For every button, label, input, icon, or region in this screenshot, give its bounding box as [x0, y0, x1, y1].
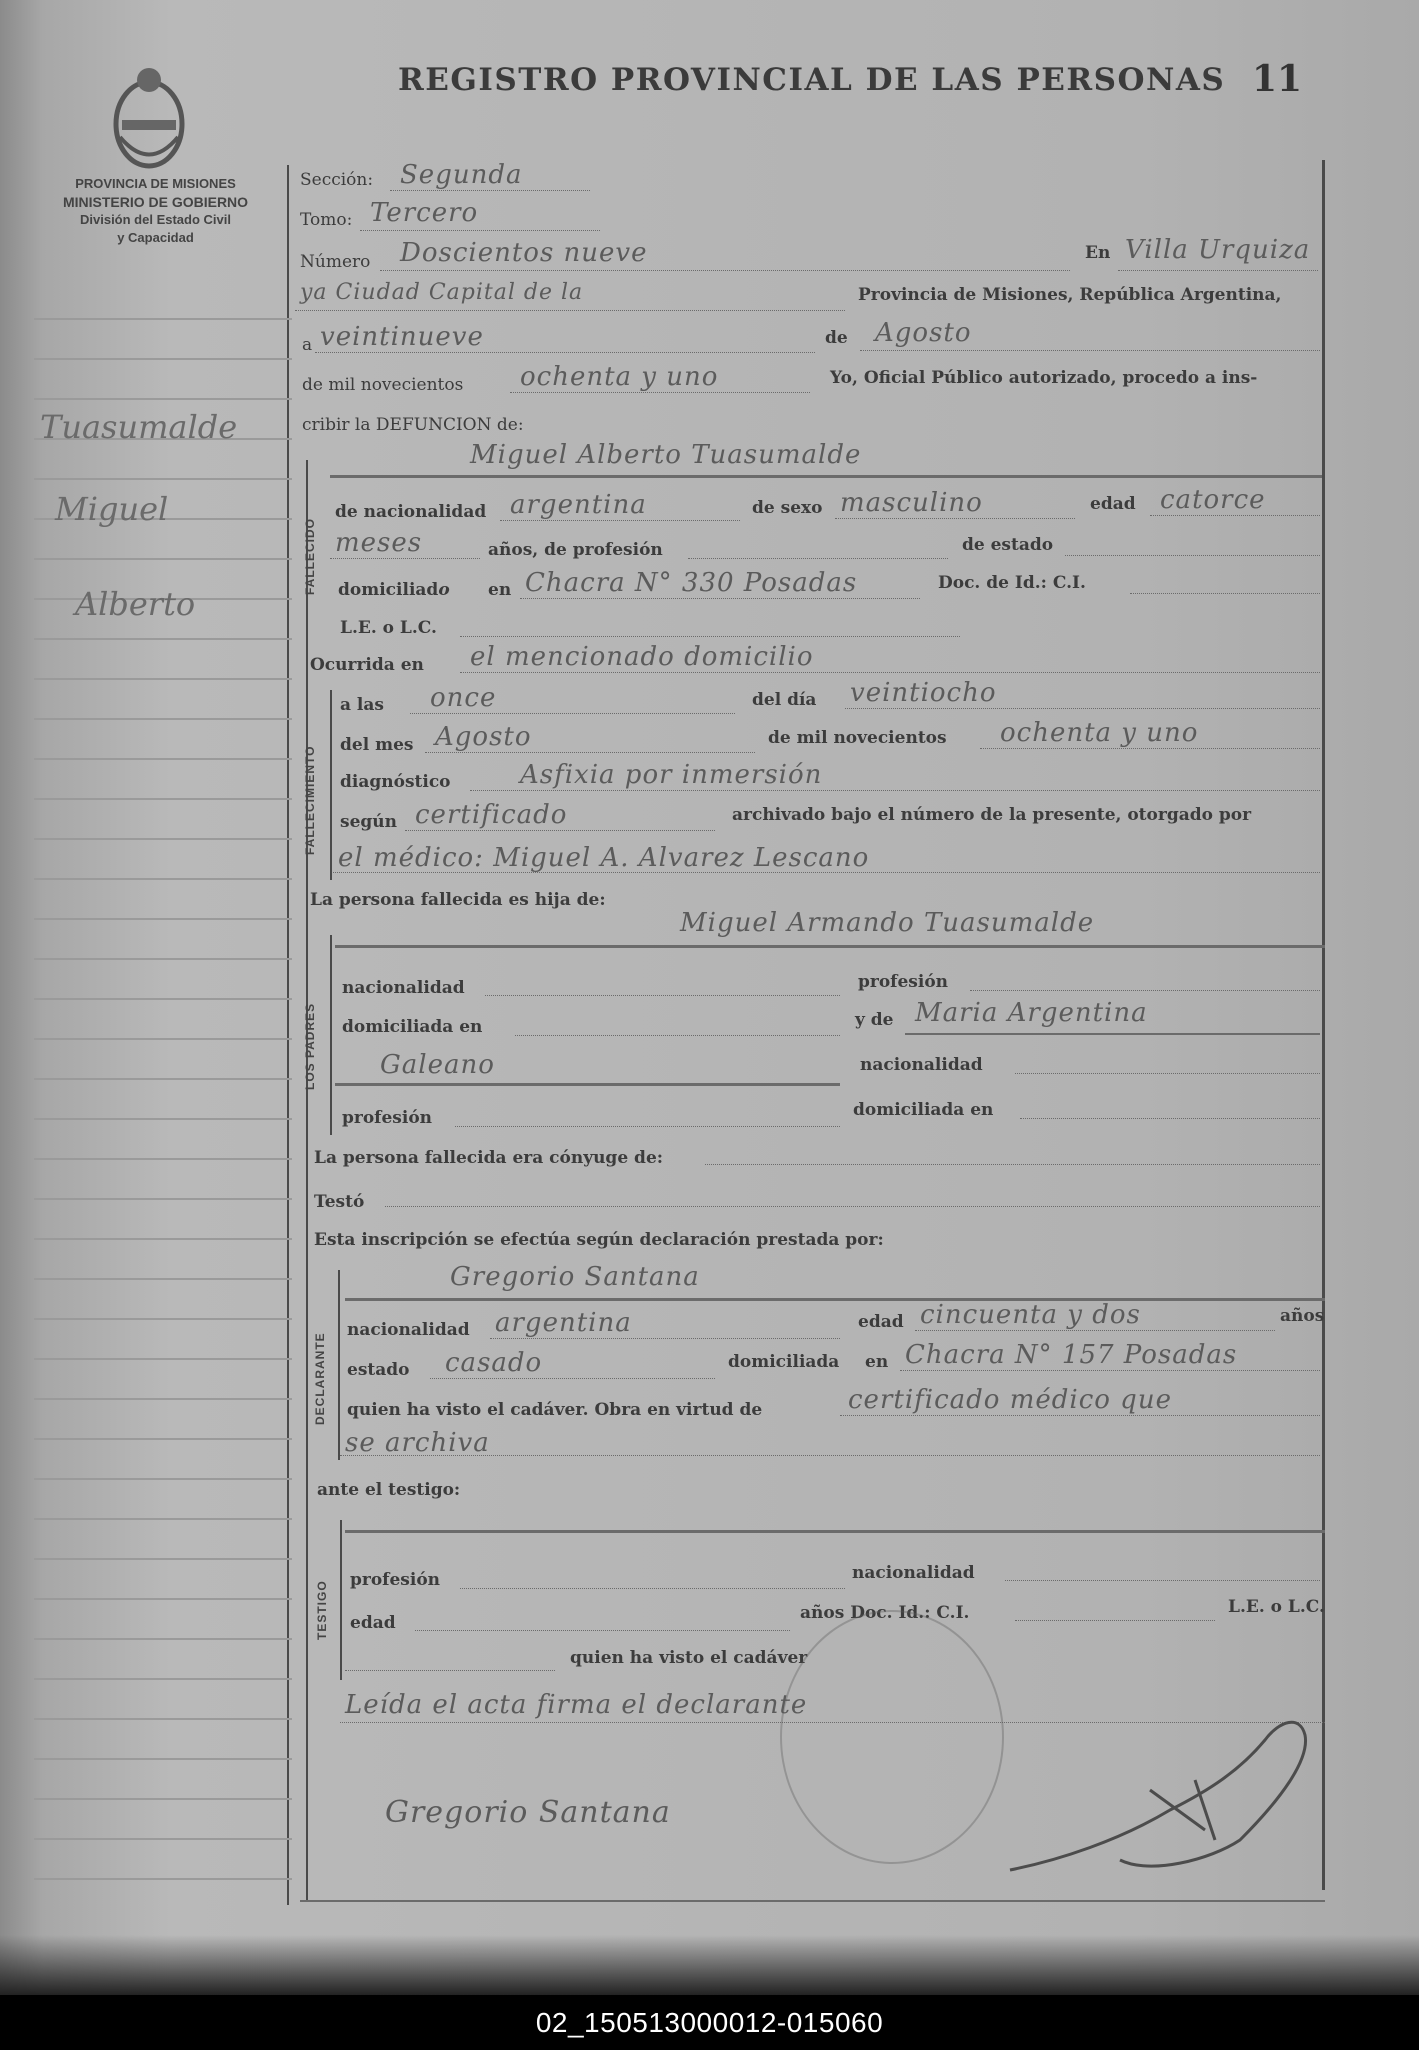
profesion3-label: profesión: [350, 1570, 441, 1590]
margin-surname: Tuasumalde: [40, 408, 238, 446]
testigo-side-label: TESTIGO: [315, 1580, 329, 1640]
cadaver2-pre-line: [345, 1670, 555, 1671]
nacionalidad2-line: [485, 995, 840, 996]
official-signature-icon: [1000, 1710, 1330, 1890]
margin-ruled-line: [34, 1518, 292, 1520]
testigo-name-line: [345, 1530, 1325, 1533]
en-value: Villa Urquiza: [1125, 235, 1311, 265]
coat-of-arms-icon: [110, 62, 188, 172]
nacionalidad3-line: [1015, 1073, 1320, 1074]
profesion-label: profesión: [858, 972, 949, 992]
le-line: [460, 636, 960, 637]
y-de-label: y de: [855, 1010, 894, 1030]
margin-ruled-line: [34, 1638, 292, 1640]
domiciliada2-line: [1020, 1118, 1320, 1119]
anios2-label: años: [1280, 1306, 1325, 1326]
seccion-value: Segunda: [400, 160, 523, 190]
margin-ruled-line: [34, 958, 292, 960]
edad-value2: meses: [335, 528, 423, 558]
domicilio-line: [520, 598, 920, 599]
margin-ruled-line: [34, 1238, 292, 1240]
en3-label: en: [865, 1352, 889, 1372]
a-las-label: a las: [340, 695, 384, 715]
declarante-name-line: [345, 1298, 1325, 1301]
doc-line: [1130, 593, 1320, 594]
declaracion-label: Esta inscripción se efectúa según declaración prestada por:: [314, 1230, 884, 1250]
segun-line: [405, 830, 715, 831]
mil-label: de mil novecientos: [302, 375, 464, 395]
profesion4-line: [460, 1588, 845, 1589]
padre-name-line: [335, 945, 1325, 948]
ocurrida-label: Ocurrida en: [310, 655, 424, 675]
sexo-value: masculino: [840, 488, 983, 518]
edad2-label: edad: [858, 1312, 904, 1332]
testigo-rule: [340, 1520, 342, 1680]
hija-label: La persona fallecida es hija de:: [310, 890, 606, 910]
anio-value: ochenta y uno: [520, 362, 719, 392]
margin-ruled-line: [34, 1318, 292, 1320]
edad-value: catorce: [1160, 485, 1266, 515]
estado-label: de estado: [962, 535, 1054, 555]
domiciliado-label-text: domiciliad: [338, 580, 439, 600]
nacionalidad4-value: argentina: [495, 1308, 632, 1338]
domiciliada3-label: domiciliada: [728, 1352, 840, 1372]
medico-line: [333, 872, 1320, 873]
image-code-bar: [0, 1995, 1419, 2050]
edad2-line: [330, 558, 480, 559]
margin-ruled-line: [34, 1798, 292, 1800]
margin-ruled-line: [34, 1758, 292, 1760]
anio-line: [510, 392, 810, 393]
profesion2-line: [970, 990, 1320, 991]
dia2-value: veintiocho: [850, 678, 997, 708]
estado2-label: estado: [347, 1360, 410, 1380]
margin-ruled-line: [34, 918, 292, 920]
oficial-label: Yo, Oficial Público autorizado, procedo a ins-: [830, 368, 1258, 388]
mes-line: [860, 350, 1320, 351]
localidad-line: [295, 310, 845, 311]
margin-ruled-line: [34, 1198, 292, 1200]
a-label: a: [302, 335, 313, 355]
doc2-line: [1015, 1620, 1215, 1621]
nacionalidad-line: [500, 520, 740, 521]
ocurrida-value: el mencionado domicilio: [470, 642, 814, 672]
margin-ruled-line: [34, 838, 292, 840]
mil2-label: de mil novecientos: [768, 728, 947, 748]
margin-ruled-line: [34, 1398, 292, 1400]
numero-line: [380, 270, 1070, 271]
anio2-line: [980, 748, 1320, 749]
dia-line: [315, 352, 815, 353]
ocurrida-line: [460, 672, 1320, 673]
obra2-line: [340, 1455, 1320, 1456]
image-code: 02_150513000012-015060: [535, 2007, 884, 2038]
anios-doc-label: años Doc. Id.: C.I.: [800, 1603, 970, 1623]
madre-surname: Galeano: [380, 1050, 495, 1080]
fallecido-name: Miguel Alberto Tuasumalde: [470, 440, 862, 470]
nacionalidad5-line: [1005, 1580, 1320, 1581]
del-mes-label: del mes: [340, 735, 414, 755]
fallecido-name-line: [330, 475, 1322, 478]
madre-name-line: [905, 1033, 1320, 1035]
margin-ruled-line: [34, 1598, 292, 1600]
en-label: En: [1085, 243, 1111, 263]
padre-name: Miguel Armando Tuasumalde: [680, 908, 1095, 938]
margin-ruled-line: [34, 678, 292, 680]
localidad-value: ya Ciudad Capital de la: [300, 280, 584, 305]
domiciliada2-label: domiciliada en: [853, 1100, 994, 1120]
testo-line: [385, 1206, 1320, 1207]
margin-ruled-line: [34, 558, 292, 560]
domiciliado-suffix: o: [438, 580, 450, 600]
bottom-rule: [300, 1900, 1325, 1902]
nacionalidad4-line: [490, 1338, 840, 1339]
nacionalidad-value: argentina: [510, 490, 647, 520]
numero-label: Número: [300, 252, 371, 272]
margin-ruled-line: [34, 1278, 292, 1280]
profesion3-line: [455, 1126, 840, 1127]
margin-ruled-line: [34, 758, 292, 760]
doc-label: Doc. de Id.: C.I.: [938, 573, 1086, 593]
agency-division: División del Estado Civil: [80, 212, 231, 227]
madre-surname-line: [335, 1083, 840, 1086]
testo-label: Testó: [314, 1192, 365, 1212]
margin-ruled-line: [34, 638, 292, 640]
conyuge-label: La persona fallecida era cónyuge de:: [314, 1148, 664, 1168]
margin-ruled-line: [34, 718, 292, 720]
conyuge-line: [705, 1164, 1320, 1165]
madre-name: Maria Argentina: [915, 998, 1148, 1028]
leida-value: Leída el acta firma el declarante: [345, 1690, 808, 1720]
seccion-label: Sección:: [300, 170, 374, 190]
profesion2-label: profesión: [342, 1108, 433, 1128]
estado2-value: casado: [445, 1348, 543, 1378]
domicilio-value: Chacra N° 330 Posadas: [525, 568, 858, 598]
page-number: 11: [1252, 58, 1303, 100]
margin-ruled-line: [34, 1158, 292, 1160]
edad3-line: [415, 1630, 790, 1631]
dia-value: veintinueve: [320, 322, 484, 352]
dia2-line: [845, 708, 1320, 709]
del-dia-label: del día: [752, 690, 817, 710]
tomo-label: Tomo:: [300, 210, 353, 230]
fallecido-side-label: FALLECIDO: [303, 518, 317, 595]
en-line: [1118, 270, 1318, 271]
edad-label: edad: [1090, 494, 1136, 514]
nacionalidad-label: de nacionalidad: [335, 502, 487, 522]
agency-capacity: y Capacidad: [117, 230, 194, 245]
estado2-line: [430, 1378, 715, 1379]
de-label: de: [825, 328, 848, 348]
margin-name2: Alberto: [75, 585, 196, 623]
domicilio2-line: [900, 1370, 1320, 1371]
mes2-line: [425, 752, 755, 753]
inscribir-label: cribir la DEFUNCION de:: [302, 415, 524, 435]
agency-province: PROVINCIA DE MISIONES: [75, 176, 236, 191]
margin-ruled-line: [34, 398, 292, 400]
nacionalidad4-label: nacionalidad: [347, 1320, 470, 1340]
domiciliado-label: [338, 580, 450, 600]
obra-line: [840, 1415, 1320, 1416]
archivado-label: archivado bajo el número de la presente, otorgado por: [732, 805, 1252, 825]
edad-line: [1150, 515, 1320, 516]
padres-rule: [330, 935, 332, 1135]
anio2-value: ochenta y uno: [1000, 718, 1199, 748]
margin-ruled-line: [34, 1438, 292, 1440]
margin-ruled-line: [34, 358, 292, 360]
margin-ruled-line: [34, 1838, 292, 1840]
en2-label: en: [488, 580, 512, 600]
nacionalidad3-label: nacionalidad: [860, 1055, 983, 1075]
seccion-line: [390, 190, 590, 191]
testigo-label: ante el testigo:: [317, 1480, 461, 1500]
sexo-line: [835, 518, 1075, 519]
tomo-value: Tercero: [370, 198, 479, 228]
hora-value: once: [430, 683, 497, 713]
left-margin-rule: [287, 165, 289, 1905]
domiciliada-label: domiciliada en: [342, 1017, 483, 1037]
margin-ruled-line: [34, 1678, 292, 1680]
obra-value2: se archiva: [345, 1428, 490, 1458]
declarante-name: Gregorio Santana: [450, 1262, 700, 1292]
mes-value: Agosto: [875, 318, 972, 348]
nacionalidad2-label: nacionalidad: [342, 978, 465, 998]
margin-ruled-line: [34, 878, 292, 880]
cadaver-label: quien ha visto el cadáver. Obra en virtud de: [347, 1400, 763, 1420]
obra-value: certificado médico que: [848, 1385, 1172, 1415]
margin-ruled-line: [34, 1038, 292, 1040]
diagnostico-label: diagnóstico: [340, 772, 451, 792]
mes2-value: Agosto: [435, 722, 532, 752]
margin-ruled-line: [34, 318, 292, 320]
declarante-signature: Gregorio Santana: [385, 1795, 671, 1830]
nacionalidad5-label: nacionalidad: [852, 1563, 975, 1583]
margin-ruled-line: [34, 478, 292, 480]
segun-value: certificado: [415, 800, 568, 830]
agency-block: [28, 175, 283, 247]
right-frame-rule: [1322, 160, 1325, 1890]
edad3-label: edad: [350, 1613, 396, 1633]
provincia-label: Provincia de Misiones, República Argentina,: [858, 285, 1282, 305]
le-label: L.E. o L.C.: [340, 618, 437, 638]
fallecimiento-rule: [330, 690, 332, 880]
domicilio2-value: Chacra N° 157 Posadas: [905, 1340, 1238, 1370]
hora-line: [410, 713, 735, 714]
segun-label: según: [340, 812, 397, 832]
fallecimiento-side-label: FALLECIMIENTO: [303, 745, 317, 855]
page-title: REGISTRO PROVINCIAL DE LAS PERSONAS: [398, 62, 1226, 98]
le2-label: L.E. o L.C.: [1228, 1597, 1325, 1617]
diagnostico-line: [470, 790, 1320, 791]
margin-name1: Miguel: [55, 490, 169, 528]
agency-ministry: MINISTERIO DE GOBIERNO: [62, 194, 249, 210]
medico-value: el médico: Miguel A. Alvarez Lescano: [338, 843, 870, 873]
margin-ruled-line: [34, 1878, 292, 1880]
margin-ruled-line: [34, 798, 292, 800]
anios-profesion-label: años, de profesión: [488, 540, 663, 560]
estado-line: [1065, 555, 1320, 556]
margin-ruled-line: [34, 998, 292, 1000]
margin-ruled-line: [34, 1478, 292, 1480]
margin-ruled-line: [34, 1118, 292, 1120]
numero-value: Doscientos nueve: [400, 238, 648, 268]
declarante-side-label: DECLARANTE: [313, 1332, 327, 1425]
tomo-line: [360, 230, 600, 231]
profesion-line: [688, 558, 948, 559]
official-stamp: [780, 1610, 1004, 1864]
cadaver2-label: quien ha visto el cadáver: [570, 1648, 808, 1668]
padres-side-label: LOS PADRES: [303, 1002, 317, 1090]
domiciliada-line: [515, 1035, 840, 1036]
margin-ruled-line: [34, 1718, 292, 1720]
margin-ruled-line: [34, 1078, 292, 1080]
declarante-rule: [338, 1270, 340, 1460]
diagnostico-value: Asfixia por inmersión: [520, 760, 823, 790]
edad2-line: [915, 1330, 1275, 1331]
inner-left-rule: [306, 460, 308, 1900]
margin-ruled-line: [34, 1358, 292, 1360]
edad2-value: cincuenta y dos: [920, 1300, 1141, 1330]
margin-ruled-line: [34, 1558, 292, 1560]
sexo-label: de sexo: [752, 498, 823, 518]
